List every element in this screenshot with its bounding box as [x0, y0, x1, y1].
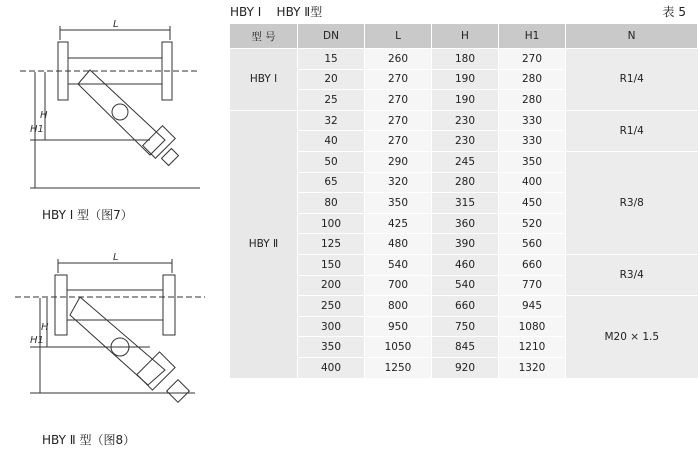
cell-l: 260: [365, 49, 432, 70]
cell-h: 190: [432, 69, 499, 90]
cell-h: 180: [432, 49, 499, 70]
spec-table: [229, 23, 698, 378]
model-cell: HBY Ⅰ: [230, 49, 298, 111]
cell-l: 320: [365, 172, 432, 193]
cell-dn: 40: [298, 131, 365, 152]
cell-dn: 200: [298, 275, 365, 296]
cell-h1: 660: [499, 254, 566, 275]
cell-h1: 1210: [499, 337, 566, 358]
cell-l: 270: [365, 69, 432, 90]
cell-l: 950: [365, 316, 432, 337]
cell-h1: 330: [499, 131, 566, 152]
cell-h: 390: [432, 234, 499, 255]
cell-l: 480: [365, 234, 432, 255]
cell-l: 1250: [365, 357, 432, 377]
cell-l: 800: [365, 296, 432, 317]
cell-l: 290: [365, 151, 432, 172]
strainer-drawing-hby2: [0, 235, 225, 425]
header-dn: DN: [298, 24, 365, 49]
cell-h1: 520: [499, 213, 566, 234]
cell-dn: 400: [298, 357, 365, 377]
cell-h: 360: [432, 213, 499, 234]
dim-label-l: L: [113, 252, 119, 263]
table-row: [230, 110, 698, 131]
cell-h1: 400: [499, 172, 566, 193]
cell-dn: 25: [298, 90, 365, 111]
cell-n: R1/4: [566, 49, 698, 111]
cell-l: 540: [365, 254, 432, 275]
cell-dn: 150: [298, 254, 365, 275]
cell-dn: 15: [298, 49, 365, 70]
cell-n: R3/8: [566, 151, 698, 254]
cell-l: 700: [365, 275, 432, 296]
table-row: [230, 296, 698, 317]
header-h1: H1: [499, 24, 566, 49]
cell-dn: 50: [298, 151, 365, 172]
figure-caption: HBY Ⅰ 型（图7）: [42, 208, 133, 222]
header-row: [230, 24, 698, 49]
cell-dn: 250: [298, 296, 365, 317]
table-row: [230, 151, 698, 172]
figure-hby2: [0, 235, 225, 458]
cell-dn: 350: [298, 337, 365, 358]
cell-n: M20 × 1.5: [566, 296, 698, 378]
cell-h: 230: [432, 131, 499, 152]
cell-dn: 80: [298, 193, 365, 214]
cell-h: 315: [432, 193, 499, 214]
cell-h1: 280: [499, 69, 566, 90]
figure-hby1: [0, 0, 225, 230]
header-l: L: [365, 24, 432, 49]
strainer-drawing-hby1: [0, 0, 225, 200]
cell-h1: 350: [499, 151, 566, 172]
dim-label-h1: H1: [30, 335, 44, 346]
cell-l: 270: [365, 131, 432, 152]
cell-h: 845: [432, 337, 499, 358]
cell-h1: 280: [499, 90, 566, 111]
cell-h1: 560: [499, 234, 566, 255]
cell-h: 245: [432, 151, 499, 172]
cell-h1: 270: [499, 49, 566, 70]
cell-n: R3/4: [566, 254, 698, 295]
cell-dn: 300: [298, 316, 365, 337]
cell-h: 460: [432, 254, 499, 275]
cell-h: 230: [432, 110, 499, 131]
cell-dn: 65: [298, 172, 365, 193]
cell-l: 350: [365, 193, 432, 214]
cell-l: 270: [365, 110, 432, 131]
dim-label-h1: H1: [30, 124, 44, 135]
cell-dn: 125: [298, 234, 365, 255]
cell-h1: 1320: [499, 357, 566, 377]
header-model: 型 号: [230, 24, 298, 49]
cell-dn: 20: [298, 69, 365, 90]
table-row: [230, 49, 698, 70]
dim-label-l: L: [113, 19, 119, 30]
table-title: HBY Ⅰ HBY Ⅱ型: [230, 5, 323, 19]
cell-dn: 100: [298, 213, 365, 234]
header-h: H: [432, 24, 499, 49]
cell-h1: 770: [499, 275, 566, 296]
figure-caption: HBY Ⅱ 型（图8）: [42, 433, 136, 447]
cell-h: 750: [432, 316, 499, 337]
table-number: 表 5: [662, 5, 686, 19]
cell-l: 1050: [365, 337, 432, 358]
cell-h1: 1080: [499, 316, 566, 337]
cell-h1: 330: [499, 110, 566, 131]
header-n: N: [566, 24, 698, 49]
cell-h: 190: [432, 90, 499, 111]
cell-h1: 945: [499, 296, 566, 317]
dim-label-h: H: [40, 110, 48, 121]
cell-l: 270: [365, 90, 432, 111]
cell-n: R1/4: [566, 110, 698, 151]
dim-label-h: H: [41, 322, 49, 333]
cell-l: 425: [365, 213, 432, 234]
cell-dn: 32: [298, 110, 365, 131]
table-row: [230, 254, 698, 275]
cell-h: 540: [432, 275, 499, 296]
cell-h1: 450: [499, 193, 566, 214]
model-cell: HBY Ⅱ: [230, 110, 298, 377]
cell-h: 920: [432, 357, 499, 377]
cell-h: 660: [432, 296, 499, 317]
cell-h: 280: [432, 172, 499, 193]
